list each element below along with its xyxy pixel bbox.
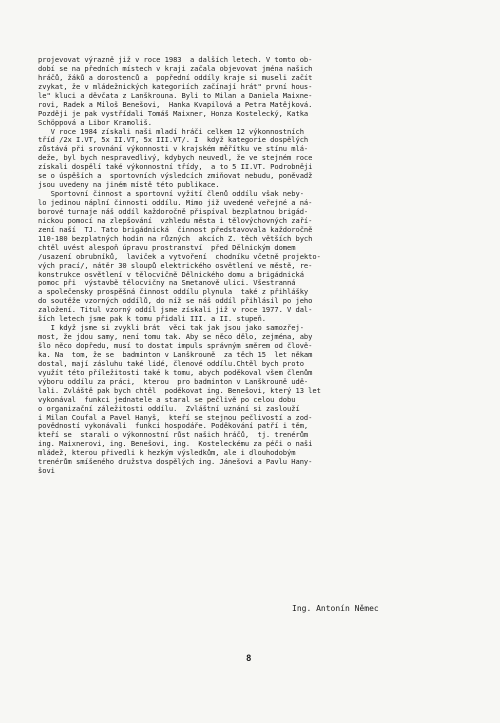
text-line: a společensky prospěšná činnost oddílu plynula také z přihlášky — [38, 288, 309, 297]
text-line: se o úspěších a sportovních výsledcích zmiňovat nebudu, poněvadž — [38, 172, 313, 181]
text-line: šlo něco dopředu, musí to dostat impuls správným směrem od člově- — [38, 342, 313, 350]
text-line: založení. Titul vzorný oddíl jsme získali již v roce 1977. V dal- — [38, 306, 313, 315]
text-line: vých prací/, nátěr 30 sloupů elektrického osvětlení ve městě, re- — [38, 261, 313, 270]
text-line: mládež, kterou přivedli k hezkým výsledkům, ale i dlouhodobým — [38, 449, 296, 458]
text-line: borové turnaje náš oddíl každoročně přispíval bezplatnou brigád- — [38, 207, 309, 216]
text-line: kteří se starali o výkonnostní růst našich hráčů, tj. trenérům — [38, 431, 309, 440]
text-line: povědností vykonávali funkci hospodáře. Poděkování patří i těm, — [38, 422, 309, 431]
text-line: získali dospělí také výkonnostní třídy, a to 5 II.VT. Podrobněji — [38, 163, 313, 172]
text-line: dostal, mají zásluhu také lidé, členové oddílu.Chtěl bych proto — [38, 359, 304, 368]
text-line: i Milan Coufal a Pavel Hanyš, kteří se stejnou pečlivostí a zod- — [38, 413, 313, 422]
text-line: o organizační záležitosti oddílu. Zvláštní uznání si zaslouží — [38, 404, 300, 413]
text-line: trenérům smíšeného družstva dospělých ing. Jánešovi a Pavlu Hany- — [38, 458, 313, 467]
text-line: projevovat výrazně již v roce 1983 a dalších letech. V tomto ob- — [38, 56, 313, 64]
text-line: zení naší TJ. Tato brigádnická činnost představovala každoročně — [38, 225, 313, 234]
text-line: lali. Zvláště pak bych chtěl poděkovat ing. Benešovi, který 13 let — [38, 386, 321, 395]
text-line: jsou uvedeny na jiném místě této publikace. — [38, 181, 220, 190]
text-line: chtěl uvést alespoň úpravu prostranství před Dělnickým domem — [38, 243, 296, 252]
text-line: ka. Na tom, že se badminton v Lanškrouně za těch 15 let někam — [38, 350, 313, 359]
text-line: šovi — [38, 467, 55, 476]
text-line: hráčů, žáků a dorostenců a popřední oddíly kraje si museli začít — [38, 73, 313, 82]
text-line: výboru oddílu za práci, kterou pro badminton v Lanškrouně udě- — [38, 377, 309, 386]
text-line: most, že jdou samy, není tomu tak. Aby se něco dělo, zejména, aby — [38, 333, 313, 342]
text-line: zůstává při srovnání výkonnosti v krajském měřítku ve stínu mlá- — [38, 145, 309, 154]
text-line: využít této příležitosti také k tomu, abych poděkoval všem členům — [38, 368, 313, 377]
text-line: Schöppová a Libor Kramoliš. — [38, 118, 152, 127]
text-line: /usazení obrubníků, laviček a vytvoření chodníku včetně projekto- — [38, 252, 321, 261]
text-line: V roce 1984 získali naši mladí hráči celkem 12 výkonnostních — [38, 127, 304, 136]
text-line: I když jsme si zvykli brát věci tak jak jsou jako samozřej- — [38, 324, 304, 333]
body-text — [38, 56, 476, 476]
page-number: 8 — [246, 654, 252, 664]
text-line: Sportovní činnost a sportovní vyžití členů oddílu však neby- — [38, 190, 304, 199]
text-line: pomoc při výstavbě tělocvičny na Smetanově ulici. Všestranná — [38, 279, 296, 288]
text-line: zvykat, že v mládežnických kategoriích začínají hrát" první hous- — [38, 82, 313, 91]
text-line: lo jedinou náplní činnosti oddílu. Mimo již uvedené veřejné a ná- — [38, 199, 313, 207]
text-line: Později je pak vystřídali Tomáš Maixner, Honza Kostelecký, Katka — [38, 109, 309, 118]
text-line: konstrukce osvětlení v tělocvičně Dělnického domu a brigádnická — [38, 270, 304, 279]
text-line: do soutěže vzorných oddílů, do níž se náš oddíl přihlásil po jeho — [38, 297, 313, 306]
text-line: deže, byl bych nespravedlivý, kdybych neuvedl, že ve stejném roce — [38, 154, 313, 163]
text-line: nickou pomocí na zlepšování vzhledu města i tělovýchovných zaří- — [38, 216, 313, 225]
text-line: rovi, Radek a Miloš Benešovi, Hanka Kvapilová a Petra Matějková. — [38, 100, 313, 109]
text-line: tříd /2x I.VT, 5x II.VT, 5x III.VT/. I když kategorie dospělých — [38, 136, 309, 145]
author-signature: Ing. Antonín Němec — [292, 604, 379, 613]
text-line: 110-180 bezplatných hodin na různých akcích Z. těch větších bych — [38, 234, 313, 243]
text-line: dobí se na předních místech v kraji začala objevovat jména našich — [38, 64, 313, 73]
text-line: ing. Maixnerovi, ing. Benešovi, ing. Kosteleckému za péči o naši — [38, 440, 313, 449]
text-line: ších letech jsme pak k tomu přidali III. a II. stupeň. — [38, 315, 266, 324]
text-line: vykonával funkci jednatele a staral se pečlivě po celou dobu — [38, 395, 296, 404]
text-line: le" kluci a děvčata z Lanškrouna. Byli to Milan a Daniela Maixne- — [38, 91, 313, 100]
